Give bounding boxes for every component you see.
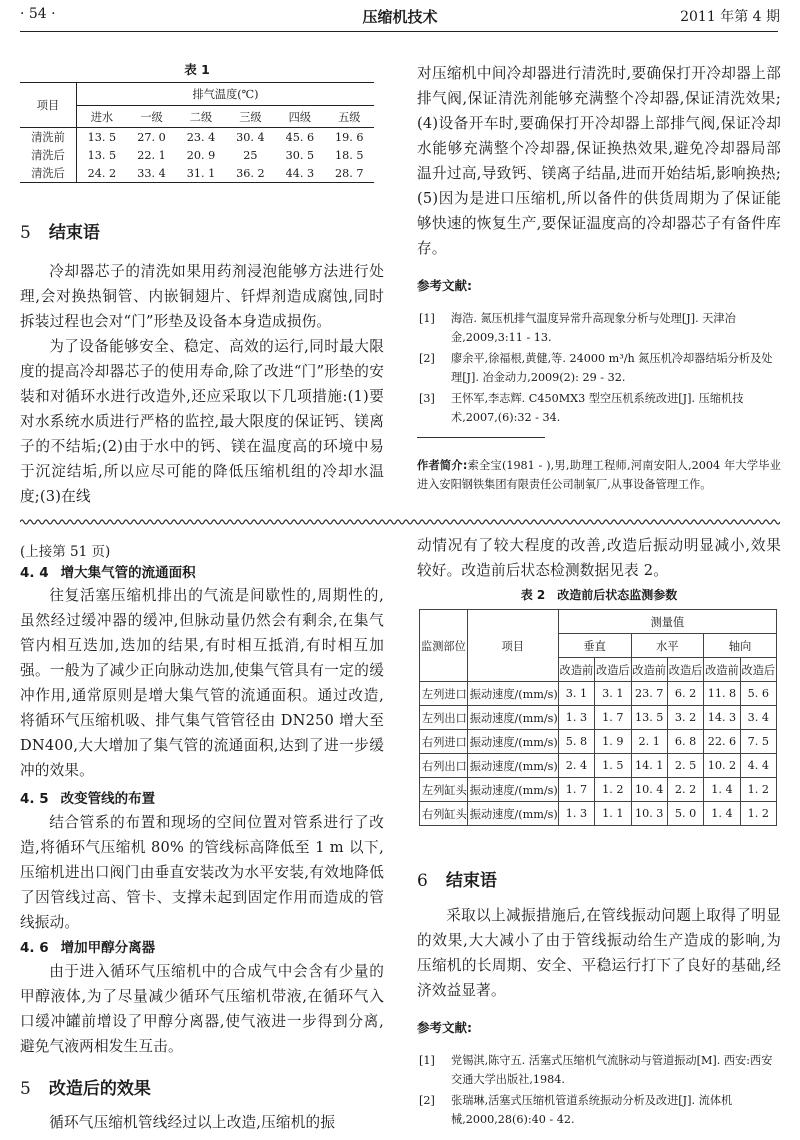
table2-item-cell: 振动速度/(mm/s)	[467, 754, 558, 778]
table1-cell: 30. 4	[236, 130, 265, 144]
reference-text: 张瑞琳,活塞式压缩机管道系统振动分析及改进[J]. 流体机械,2000,28(6):40 - 42.	[451, 1094, 733, 1126]
table2-cell: 6. 2	[667, 682, 703, 706]
table2-cell: 1. 7	[595, 706, 631, 730]
paragraph: 采取以上减振措施后,在管线振动问题上取得了明显的效果,大大减小了由于管线振动给生产造成的影响,为压缩机的长周期、安全、平稳运行打下了良好的基础,经济效益显著。	[417, 907, 781, 999]
reference-text: 党锡淇,陈守五. 活塞式压缩机气流脉动与管道振动[M]. 西安:西安交通大学出版社,1984.	[451, 1054, 773, 1086]
section-title: 结束语	[445, 871, 497, 891]
table2-cell: 1. 4	[704, 802, 740, 826]
table2-cell: 6. 8	[667, 730, 703, 754]
table2	[419, 609, 777, 826]
table2-after-header: 改造后	[667, 658, 703, 682]
table1-cell: 45. 6	[285, 130, 315, 144]
reference-number: [1]	[419, 312, 435, 325]
table2-after-header: 改造后	[740, 658, 776, 682]
table2-site-cell: 左列进口	[420, 682, 468, 706]
subsection-number: 4. 4	[20, 565, 49, 581]
reference-text: 王怀军,李志辉. C450MX3 型空压机系统改进[J]. 压缩机技术,2007,(6):32 - 34.	[451, 392, 744, 424]
table1	[20, 82, 374, 183]
table1-cell: 19. 6	[335, 130, 364, 144]
table2-cell: 2. 4	[558, 754, 594, 778]
table1-column-header: 四级	[275, 106, 324, 128]
author-bio	[417, 456, 781, 494]
table2-site-cell: 右列进口	[420, 730, 468, 754]
table2-cell: 13. 5	[631, 706, 667, 730]
table2-cell: 3. 1	[558, 682, 594, 706]
author-bio-text: 索全宝(1981 - ),男,助理工程师,河南安阳人,2004 年大学毕业进入安阳钢铁集团有限责任公司制氧厂,从事设备管理工作。	[417, 459, 781, 491]
table2-site-header: 监测部位	[420, 610, 468, 682]
reference-number: [1]	[419, 1054, 435, 1067]
top-right-text	[417, 61, 781, 261]
table2-cell: 3. 1	[595, 682, 631, 706]
paragraph: 由于进入循环气压缩机中的合成气中会含有少量的甲醇液体,为了尽量减少循环气压缩机带液,在循环气入口缓冲罐前增设了甲醇分离器,使气液进一步得到分离,避免气液两相发生互击。	[20, 963, 384, 1055]
table2-cell: 5. 8	[558, 730, 594, 754]
section-title: 结束语	[48, 223, 100, 243]
table2-cell: 11. 8	[704, 682, 740, 706]
wavy-divider	[20, 518, 780, 526]
reference-number: [3]	[419, 392, 435, 405]
table2-cell: 5. 6	[740, 682, 776, 706]
table-row	[420, 682, 777, 706]
reference-item	[419, 1051, 783, 1089]
table-row	[420, 754, 777, 778]
table2-cell: 23. 7	[631, 682, 667, 706]
table2-cell: 1. 1	[595, 802, 631, 826]
table2-caption: 表 2 改造前后状态监测参数	[520, 588, 678, 602]
section6-text	[417, 903, 781, 1003]
subsection-4-6-text	[20, 959, 384, 1059]
section-number: 6	[417, 871, 428, 891]
paragraph: 往复活塞压缩机排出的气流是间歇性的,周期性的,虽然经过缓冲器的缓冲,但脉动量仍然会有剩余,在集气管内相互迭加,迭加的结果,有时相互抵消,有时相互加强。一般为了减少正向脉动迭加,使集气管具有一定的缓冲作用,通常原则是增大集气管的流通面积。通过改造,将循环气压缩机吸、排气集气管管径由 DN250 增大至 DN400,大大增加了集气管的流通面积,达到了进一步缓冲的效果。	[20, 587, 384, 779]
table1-cell: 20. 9	[186, 148, 216, 162]
table-row	[20, 146, 374, 164]
table2-cell: 7. 5	[740, 730, 776, 754]
table1-row-label: 清洗后	[20, 146, 77, 164]
references-separator	[417, 437, 545, 438]
table2-cell: 3. 2	[667, 706, 703, 730]
table1-cell: 27. 0	[137, 130, 166, 144]
issue-label: 2011 年第 4 期	[680, 9, 780, 25]
table1-cell: 36. 2	[226, 164, 275, 183]
reference-item	[419, 389, 783, 427]
reference-item	[419, 349, 783, 387]
references-title-bottom: 参考文献:	[417, 1020, 472, 1035]
top-left-text	[20, 259, 384, 509]
subsection-4-4-heading	[20, 561, 196, 581]
table2-cell: 1. 7	[558, 778, 594, 802]
table2-site-cell: 左列缸头	[420, 778, 468, 802]
table-row	[420, 706, 777, 730]
table2-item-cell: 振动速度/(mm/s)	[467, 730, 558, 754]
table1-item-header: 项目	[20, 83, 77, 128]
paragraph: 为了设备能够安全、稳定、高效的运行,同时最大限度的提高冷却器芯子的使用寿命,除了改进“门”形垫的安装和对循环水进行改造外,还应采取以下几项措施:(1)要对水系统水质进行严格的监控,最大限度的保证钙、镁离子的不结垢;(2)由于水中的钙、镁在温度高的环境中易于沉淀结垢,所以应尽可能的降低压缩机组的冷却水温度;(3)在线	[20, 338, 384, 505]
table2-before-header: 改造前	[558, 658, 594, 682]
header-rule	[20, 31, 778, 32]
table-row	[420, 730, 777, 754]
table1-cell: 30. 5	[285, 148, 315, 162]
table2-item-cell: 振动速度/(mm/s)	[467, 778, 558, 802]
table2-cell: 10. 4	[631, 778, 667, 802]
table1-column-header: 进水	[77, 106, 127, 128]
table1-cell: 44. 3	[275, 164, 324, 183]
table2-cell: 1. 2	[740, 778, 776, 802]
table-row	[420, 778, 777, 802]
table2-site-cell: 右列出口	[420, 754, 468, 778]
reference-item	[419, 309, 783, 347]
section6-heading	[417, 866, 497, 891]
table-row	[20, 128, 374, 147]
reference-number: [2]	[419, 1094, 435, 1107]
table2-cell: 10. 3	[631, 802, 667, 826]
subsection-4-5-heading	[20, 787, 155, 807]
bottom-right-text	[417, 533, 781, 583]
subsection-number: 4. 6	[20, 940, 49, 956]
table1-cell: 28. 7	[325, 164, 374, 183]
table2-cell: 1. 2	[595, 778, 631, 802]
table1-cell: 22. 1	[137, 148, 166, 162]
table1-cell: 13. 5	[87, 148, 117, 162]
table-row	[420, 802, 777, 826]
reference-item	[419, 1091, 783, 1129]
references-title-top: 参考文献:	[417, 278, 472, 293]
table2-cell: 1. 3	[558, 706, 594, 730]
reference-text: 廖余平,徐福根,黄健,等. 24000 m³/h 氮压机冷却器结垢分析及处理[J]. 冶金动力,2009(2): 29 - 32.	[451, 352, 773, 384]
table1-cell: 13. 5	[87, 130, 117, 144]
table2-item-header: 项目	[467, 610, 558, 682]
table2-cell: 1. 2	[740, 802, 776, 826]
table2-cell: 1. 4	[704, 778, 740, 802]
table1-row-label: 清洗前	[20, 128, 77, 147]
table2-cell: 14. 1	[631, 754, 667, 778]
section-number: 5	[20, 223, 31, 243]
table2-cell: 22. 6	[704, 730, 740, 754]
reference-text: 海浩. 氮压机排气温度异常升高现象分析与处理[J]. 天津冶金,2009,3:11 - 13.	[451, 312, 736, 344]
table1-cell: 33. 4	[127, 164, 176, 183]
table2-cell: 2. 5	[667, 754, 703, 778]
table1-row-label: 清洗后	[20, 164, 77, 183]
paragraph: 结合管系的布置和现场的空间位置对管系进行了改造,将循环气压缩机 80% 的管线标高降低至 1 m 以下,压缩机进出口阀门由垂直安装改为水平安装,有效地降低了因管线过高、管卡、支撑未起到固定作用而造成的管线振动。	[20, 814, 384, 931]
subsection-title: 增加甲醇分离器	[60, 940, 156, 956]
table1-column-header: 二级	[176, 106, 225, 128]
table1-cell: 23. 4	[186, 130, 216, 144]
references-list-top	[419, 309, 783, 429]
table2-before-header: 改造前	[631, 658, 667, 682]
reference-number: [2]	[419, 352, 435, 365]
section5-text	[20, 1110, 384, 1135]
table1-cell: 25	[243, 148, 258, 162]
references-list-bottom	[419, 1051, 783, 1131]
table1-grid	[20, 82, 374, 183]
table1-column-header: 一级	[127, 106, 176, 128]
table1-column-header: 五级	[325, 106, 374, 128]
paragraph: 循环气压缩机管线经过以上改造,压缩机的振	[49, 1114, 336, 1131]
table2-cell: 2. 2	[667, 778, 703, 802]
table1-column-header: 三级	[226, 106, 275, 128]
table2-cell: 3. 4	[740, 706, 776, 730]
paragraph: 冷却器芯子的清洗如果用药剂浸泡能够方法进行处理,会对换热铜管、内嵌铜翅片、钎焊剂造成腐蚀,同时拆装过程也会对“门”形垫及设备本身造成损伤。	[20, 263, 384, 330]
section5-heading-top	[20, 218, 100, 243]
table-row	[20, 164, 374, 183]
author-bio-label: 作者简介:	[417, 459, 468, 472]
table1-group-header: 排气温度(℃)	[77, 83, 375, 106]
table2-before-header: 改造前	[704, 658, 740, 682]
table2-cell: 5. 0	[667, 802, 703, 826]
subsection-4-5-text	[20, 810, 384, 935]
table2-cell: 1. 3	[558, 802, 594, 826]
table2-item-cell: 振动速度/(mm/s)	[467, 682, 558, 706]
table2-item-cell: 振动速度/(mm/s)	[467, 802, 558, 826]
table2-after-header: 改造后	[595, 658, 631, 682]
table2-direction-header: 垂直	[558, 634, 631, 658]
table2-grid	[419, 609, 777, 826]
table2-cell: 4. 4	[740, 754, 776, 778]
table1-cell: 24. 2	[77, 164, 127, 183]
table1-cell: 18. 5	[335, 148, 364, 162]
table2-item-cell: 振动速度/(mm/s)	[467, 706, 558, 730]
table1-cell: 31. 1	[176, 164, 225, 183]
table2-cell: 1. 9	[595, 730, 631, 754]
subsection-title: 增大集气管的流通面积	[60, 565, 196, 581]
table1-caption: 表 1	[184, 62, 210, 77]
subsection-4-4-text	[20, 583, 384, 783]
paragraph: 对压缩机中间冷却器进行清洗时,要确保打开冷却器上部排气阀,保证清洗剂能够充满整个冷却器,保证清洗效果;(4)设备开车时,要确保打开冷却器上部排气阀,保证冷却水能够充满整个冷却器,保证换热效果,避免冷却器局部温升过高,导致钙、镁离子结晶,进而开始结垢,影响换热;(5)因为是进口压缩机,所以备件的供货周期为了保证能够快速的恢复生产,要保证温度高的冷却器芯子有备件库存。	[417, 65, 781, 257]
table2-group-header: 测量值	[558, 610, 776, 634]
journal-title: 压缩机技术	[362, 8, 438, 26]
table2-site-cell: 左列出口	[420, 706, 468, 730]
table2-direction-header: 轴向	[704, 634, 777, 658]
section5-heading-bottom	[20, 1074, 151, 1099]
continued-note: (上接第 51 页)	[20, 544, 111, 560]
table2-cell: 14. 3	[704, 706, 740, 730]
section-title: 改造后的效果	[48, 1079, 151, 1099]
subsection-number: 4. 5	[20, 791, 49, 807]
table2-direction-header: 水平	[631, 634, 704, 658]
table2-site-cell: 右列缸头	[420, 802, 468, 826]
page-number: · 54 ·	[20, 6, 56, 22]
paragraph: 动情况有了较大程度的改善,改造后振动明显减小,效果较好。改造前后状态检测数据见表 2。	[417, 537, 781, 579]
section-number: 5	[20, 1079, 31, 1099]
table2-cell: 1. 5	[595, 754, 631, 778]
subsection-title: 改变管线的布置	[60, 791, 156, 807]
subsection-4-6-heading	[20, 936, 155, 956]
table2-cell: 10. 2	[704, 754, 740, 778]
table2-cell: 2. 1	[631, 730, 667, 754]
